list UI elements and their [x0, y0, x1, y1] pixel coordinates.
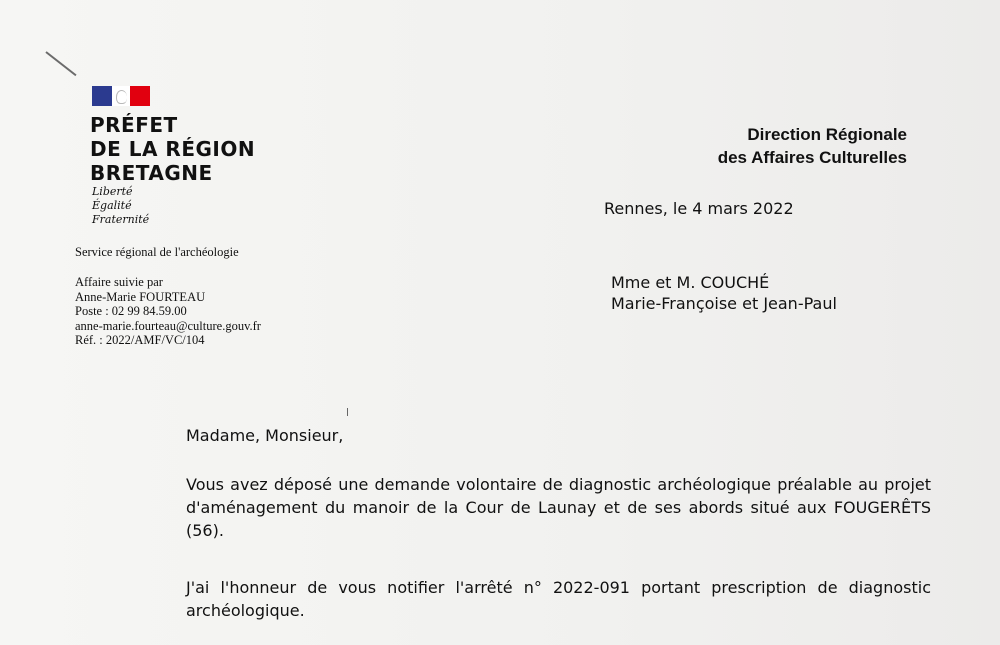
prefecture-line: PRÉFET [90, 113, 178, 137]
direction-line: des Affaires Culturelles [717, 148, 907, 167]
service-name: Service régional de l'archéologie [75, 245, 239, 259]
motto-line: Liberté [92, 185, 133, 198]
contact-phone: Poste : 02 99 84.59.00 [75, 304, 187, 318]
fold-mark [347, 408, 348, 416]
recipient-line: Marie-Françoise et Jean-Paul [611, 294, 837, 313]
motto-line: Égalité [92, 199, 132, 212]
salutation: Madame, Monsieur, [186, 426, 344, 445]
motto-line: Fraternité [92, 213, 150, 226]
contact-name: Anne-Marie FOURTEAU [75, 289, 206, 304]
place-date: Rennes, le 4 mars 2022 [604, 199, 794, 218]
case-contact-block [75, 275, 261, 348]
contact-line: Affaire suivie par [75, 275, 163, 289]
letter-paragraph: J'ai l'honneur de vous notifier l'arrêté n° 2022-091 portant prescription de diagnostic archéologique. [186, 578, 931, 620]
recipient-address [611, 272, 837, 314]
prefecture-line: DE LA RÉGION [90, 137, 256, 161]
recipient-line: Mme et M. COUCHÉ [611, 273, 770, 292]
prefecture-title [90, 113, 255, 185]
reference-number: Réf. : 2022/AMF/VC/104 [75, 333, 205, 347]
staple-mark [45, 51, 76, 76]
letter-paragraph: Vous avez déposé une demande volontaire de diagnostic archéologique préalable au projet d'aménagement du manoir de la Cour de Launay et de ses abords situé aux FOUGERÊTS (56). [186, 475, 931, 540]
republic-motto [92, 185, 149, 227]
direction-line: Direction Régionale [747, 125, 907, 144]
contact-email: anne-marie.fourteau@culture.gouv.fr [75, 318, 261, 333]
marianne-logo [92, 86, 150, 106]
prefecture-line: BRETAGNE [90, 161, 213, 185]
direction-heading [718, 123, 907, 169]
